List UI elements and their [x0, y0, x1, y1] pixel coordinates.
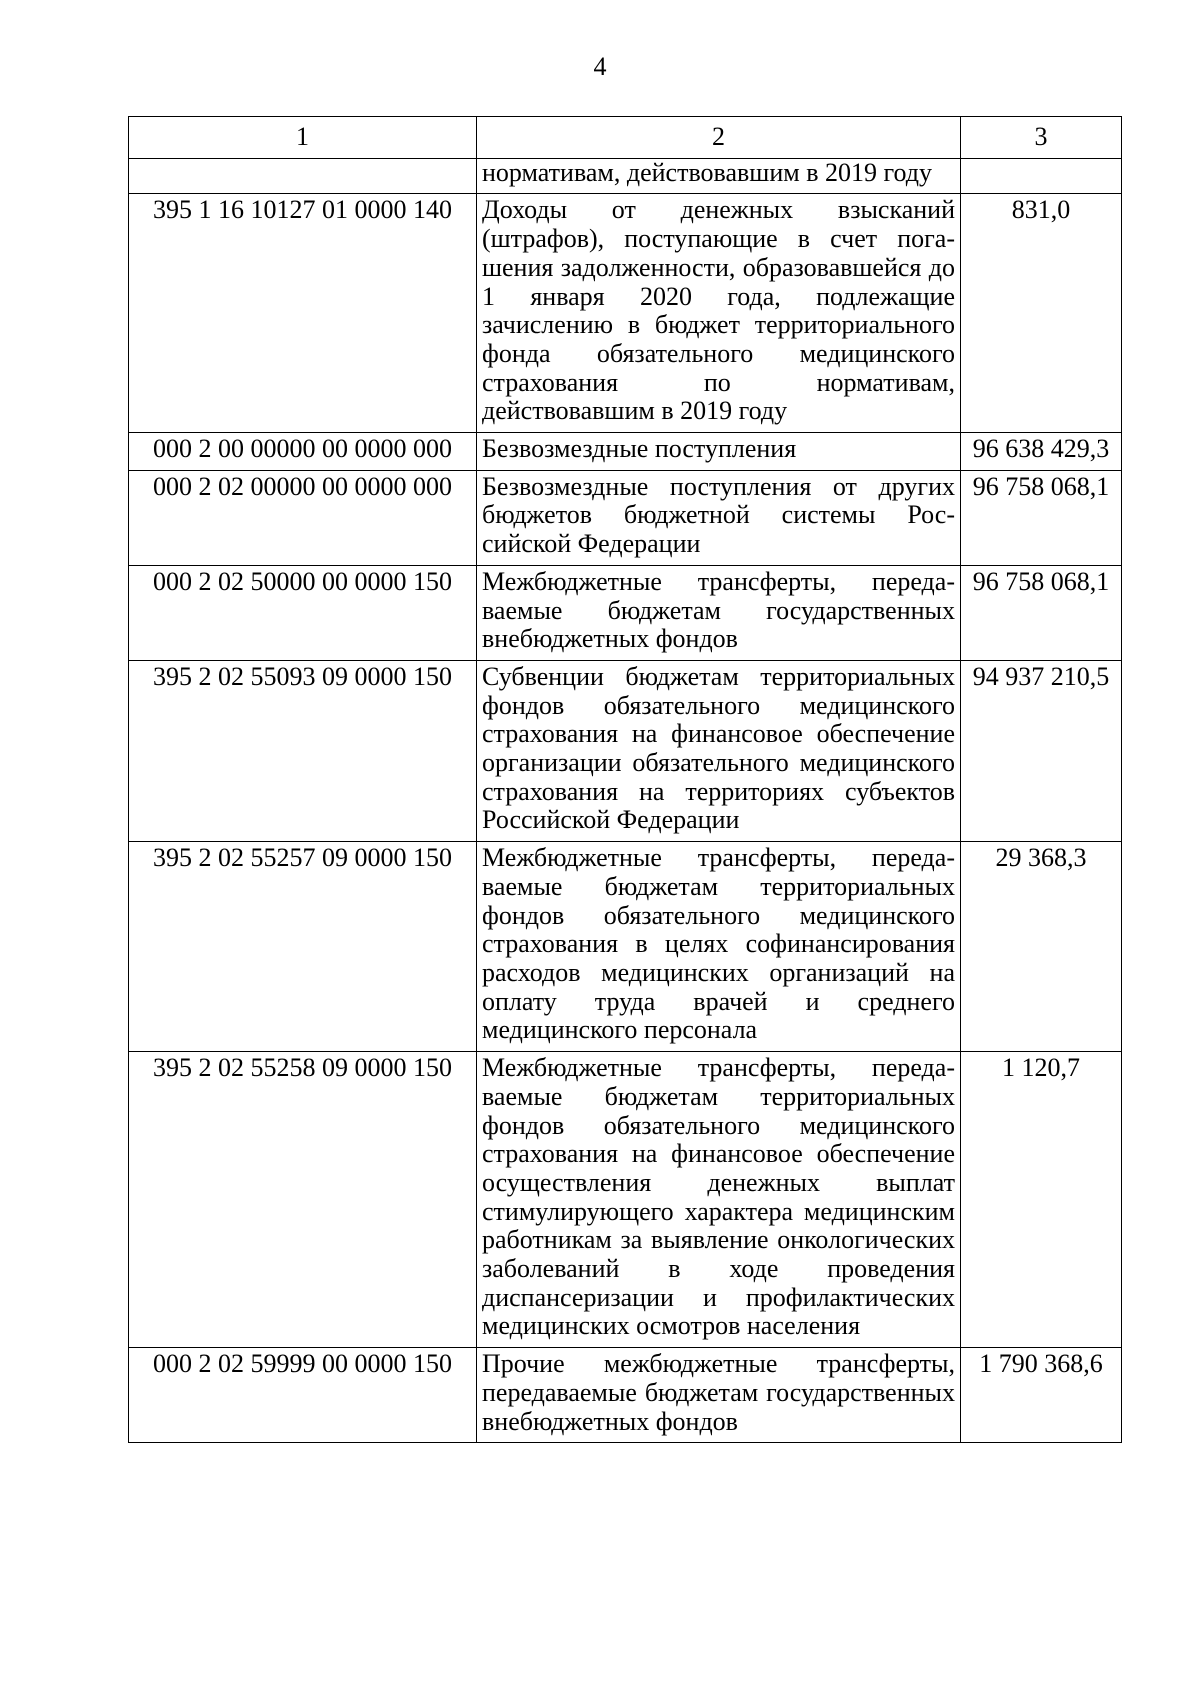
row-code: 395 2 02 55257 09 0000 150 [129, 842, 477, 1052]
column-header-amount: 3 [961, 117, 1122, 159]
row-name: Межбюджетные трансферты, передаваемые бюджетам территориальных фондов обязательного медицинского страхования на финансовое обеспечение осуществления денежных выплат стимулирующего характера медицинским работникам за выявление онкологических заболеваний в ходе проведения диспансеризации и профилактических медицинских осмотров населения [477, 1052, 961, 1348]
row-amount: 96 758 068,1 [961, 565, 1122, 660]
row-code: 000 2 02 00000 00 0000 000 [129, 470, 477, 565]
table-row [129, 194, 1122, 433]
row-name: Прочие межбюджетные трансферты, передаваемые бюджетам государственных внебюджетных фондов [477, 1348, 961, 1443]
table-row [129, 842, 1122, 1052]
table-header-row [129, 117, 1122, 159]
column-header-name: 2 [477, 117, 961, 159]
row-code: 395 1 16 10127 01 0000 140 [129, 194, 477, 433]
row-name: Межбюджетные трансферты, передаваемые бюджетам территориальных фондов обязательного медицинского страхования в целях софинансирования расходов медицинских организаций на оплату труда врачей и среднего медицинского персонала [477, 842, 961, 1052]
table-row [129, 660, 1122, 841]
table-row [129, 565, 1122, 660]
row-amount: 1 120,7 [961, 1052, 1122, 1348]
budget-revenue-table [128, 116, 1122, 1443]
row-amount: 96 758 068,1 [961, 470, 1122, 565]
table-row [129, 1348, 1122, 1443]
page-number: 4 [593, 52, 607, 81]
row-name: Безвозмездные поступления от других бюджетов бюджетной системы Российской Федерации [477, 470, 961, 565]
table-row [129, 158, 1122, 194]
row-code: 000 2 00 00000 00 0000 000 [129, 433, 477, 471]
row-amount: 1 790 368,6 [961, 1348, 1122, 1443]
row-amount: 96 638 429,3 [961, 433, 1122, 471]
row-code [129, 158, 477, 194]
row-code: 000 2 02 59999 00 0000 150 [129, 1348, 477, 1443]
row-name: Доходы от денежных взысканий (штрафов), поступающие в счет погашения задолженности, образовавшейся до 1 января 2020 года, подлежащие зачислению в бюджет территориального фонда обязательного медицинского страхования по нормативам, действовавшим в 2019 году [477, 194, 961, 433]
row-code: 395 2 02 55093 09 0000 150 [129, 660, 477, 841]
row-amount: 29 368,3 [961, 842, 1122, 1052]
table-row [129, 433, 1122, 471]
row-code: 000 2 02 50000 00 0000 150 [129, 565, 477, 660]
row-name: нормативам, действовавшим в 2019 году [477, 158, 961, 194]
row-amount: 831,0 [961, 194, 1122, 433]
row-amount: 94 937 210,5 [961, 660, 1122, 841]
row-amount [961, 158, 1122, 194]
table-row [129, 1052, 1122, 1348]
row-code: 395 2 02 55258 09 0000 150 [129, 1052, 477, 1348]
row-name: Безвозмездные поступления [477, 433, 961, 471]
row-name: Субвенции бюджетам территориальных фондов обязательного медицинского страхования на финансовое обеспечение организации обязательного медицинского страхования на территориях субъектов Российской Федерации [477, 660, 961, 841]
column-header-code: 1 [129, 117, 477, 159]
row-name: Межбюджетные трансферты, передаваемые бюджетам государственных внебюджетных фондов [477, 565, 961, 660]
table-row [129, 470, 1122, 565]
